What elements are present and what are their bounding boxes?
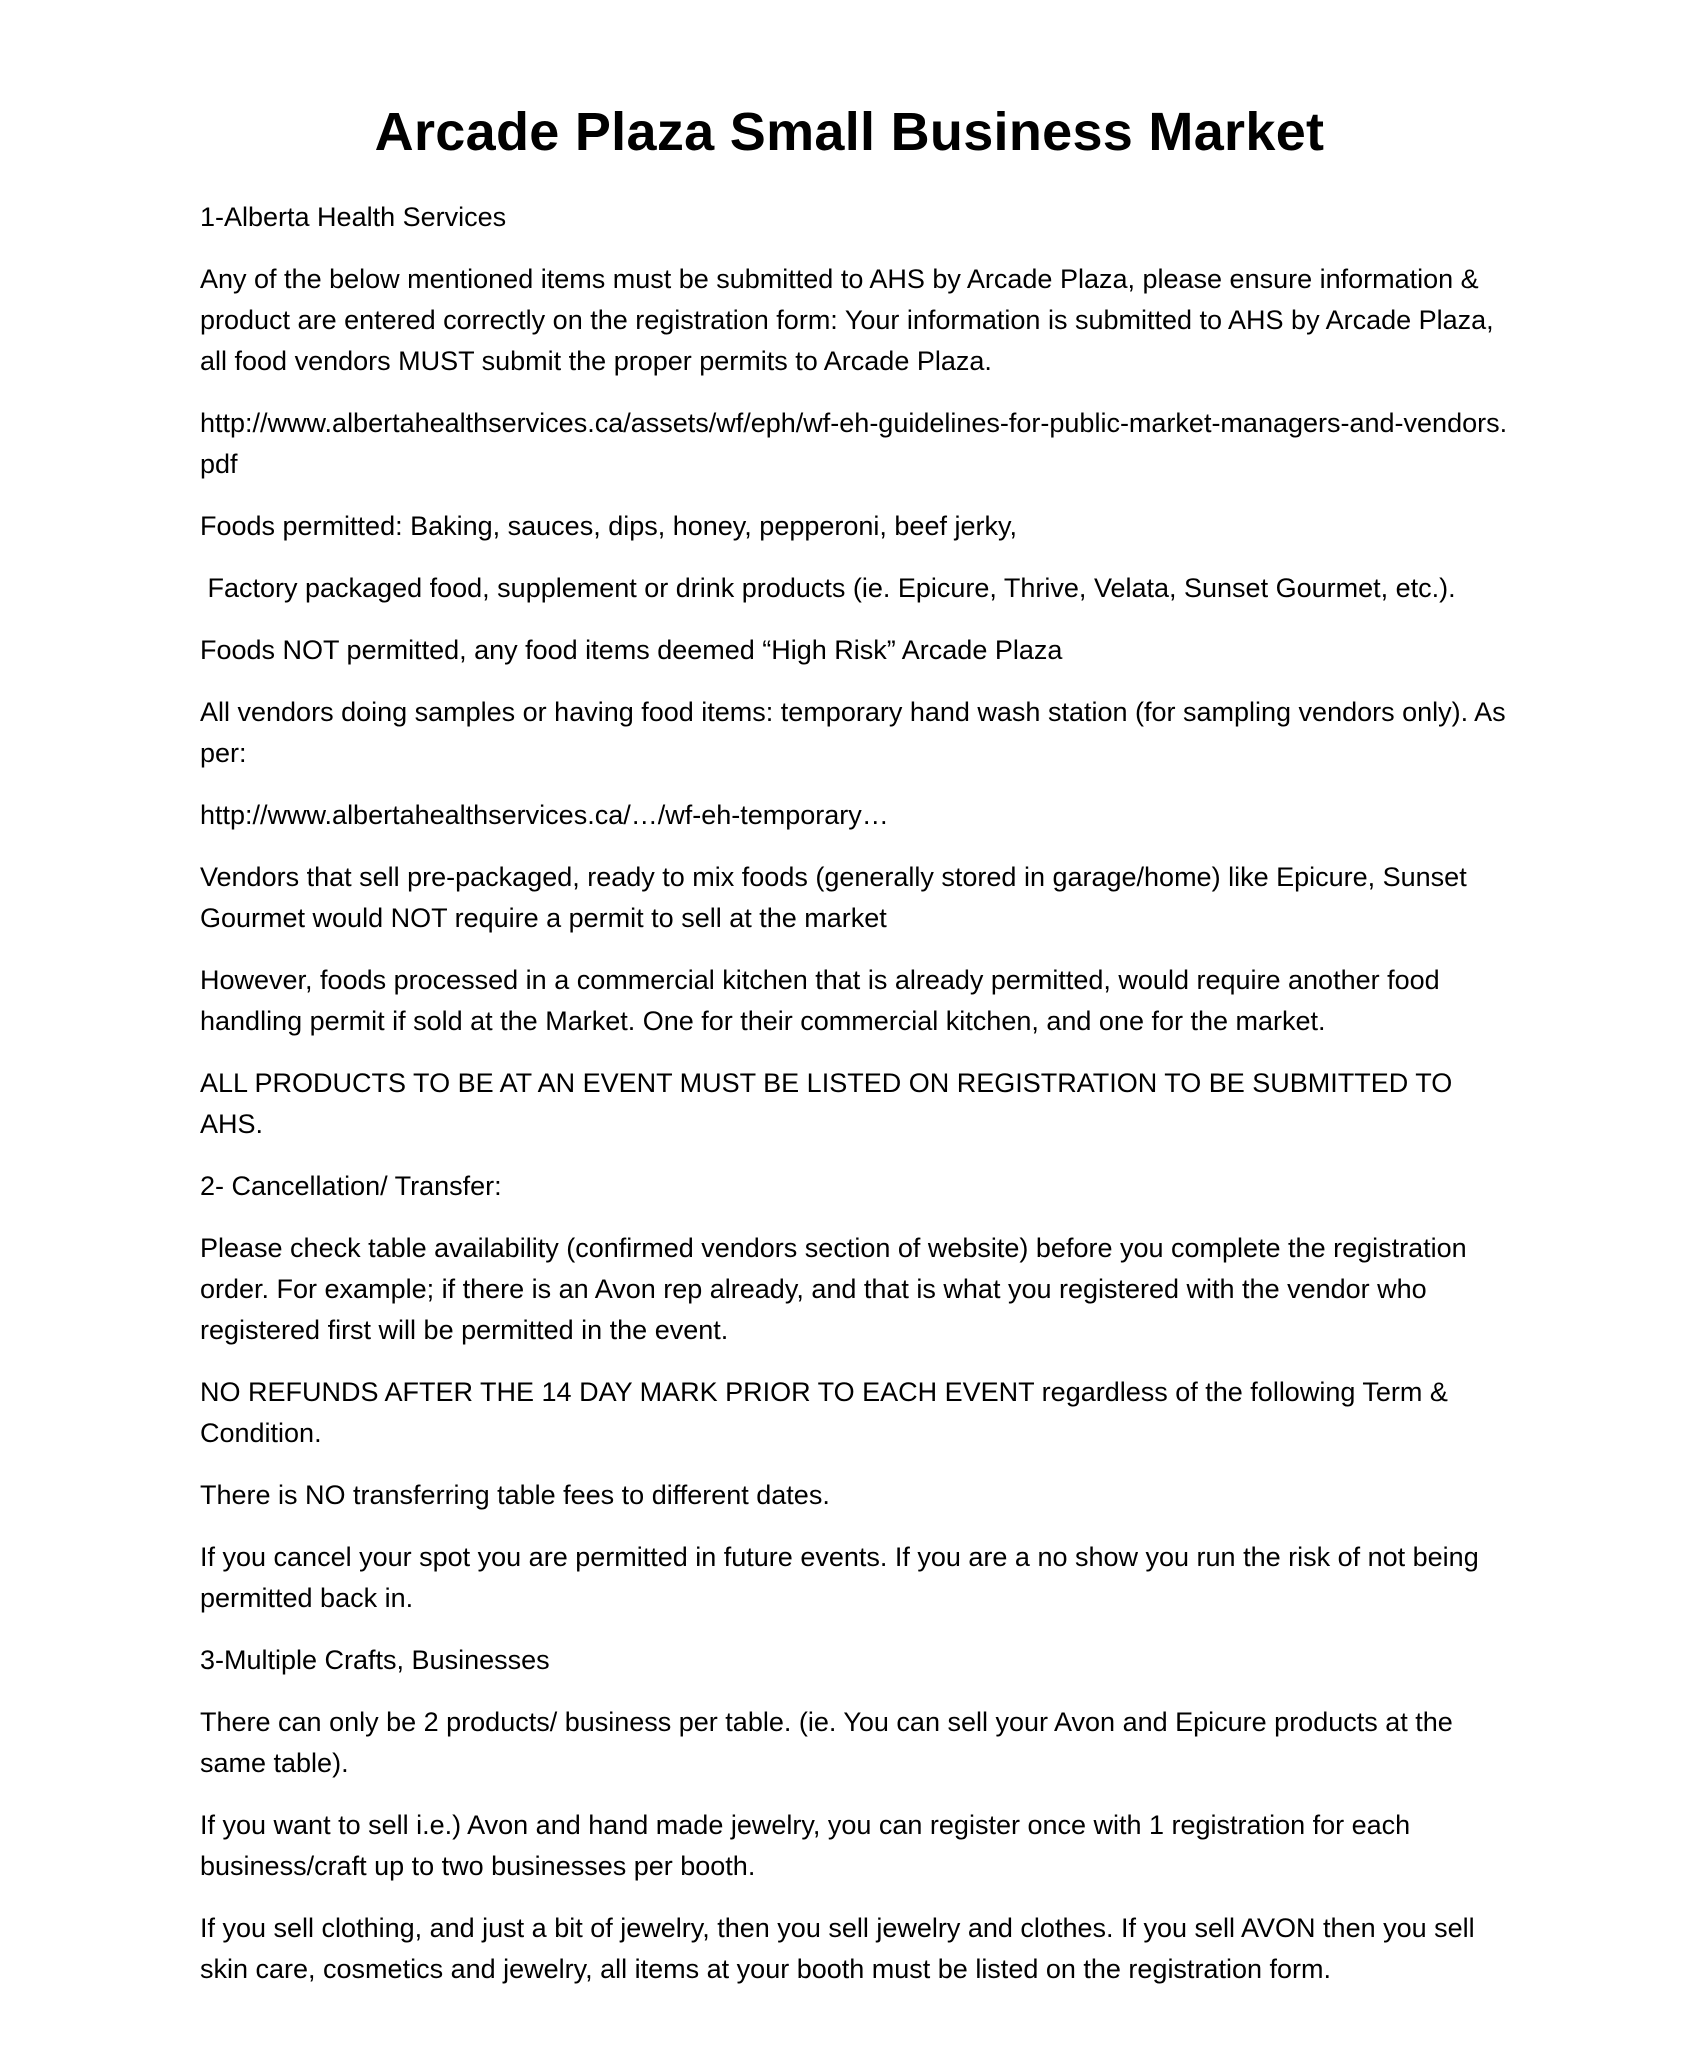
section-heading-health-services: 1-Alberta Health Services (200, 202, 507, 232)
hand-wash-url: http://www.albertahealthservices.ca/…/wf-eh-temporary… (200, 800, 889, 830)
paragraph-foods-not-permitted: Foods NOT permitted, any food items deemed “High Risk” Arcade Plaza (200, 635, 1063, 665)
document-title: Arcade Plaza Small Business Market (374, 102, 1325, 162)
paragraph-hand-wash-station: All vendors doing samples or having food items: temporary hand wash station (for sampling vendors only). As per: (200, 697, 1506, 768)
paragraph-two-products: There can only be 2 products/ business per table. (ie. You can sell your Avon and Epicure products at the same table). (200, 1707, 1453, 1778)
paragraph-cancel-spot: If you cancel your spot you are permitted in future events. If you are a no show you run the risk of not being permitted back in. (200, 1542, 1479, 1613)
paragraph-foods-permitted: Foods permitted: Baking, sauces, dips, honey, pepperoni, beef jerky, (200, 511, 1017, 541)
paragraph-commercial-kitchen: However, foods processed in a commercial kitchen that is already permitted, would require another food handling permit if sold at the Market. One for their commercial kitchen, and one for the market. (200, 965, 1440, 1036)
guidelines-url: http://www.albertahealthservices.ca/assets/wf/eph/wf-eh-guidelines-for-public-market-managers-and-vendors.pdf (200, 408, 1508, 479)
document-body (200, 197, 1520, 2011)
paragraph-clothing-jewelry: If you sell clothing, and just a bit of jewelry, then you sell jewelry and clothes. If you sell AVON then you sell skin care, cosmetics and jewelry, all items at your booth must be listed on the registration form. (200, 1913, 1475, 1984)
paragraph-factory-packaged: Factory packaged food, supplement or drink products (ie. Epicure, Thrive, Velata, Sunset Gourmet, etc.). (200, 573, 1456, 603)
section-heading-multiple-crafts: 3-Multiple Crafts, Businesses (200, 1645, 550, 1675)
paragraph-no-transferring: There is NO transferring table fees to different dates. (200, 1480, 830, 1510)
paragraph-submission-info: Any of the below mentioned items must be submitted to AHS by Arcade Plaza, please ensure information & product are entered correctly on the registration form: Your information is submitted to AHS by Arcade Plaza, all food vendors MUST submit the proper permits to Arcade Plaza. (200, 264, 1494, 376)
paragraph-register-once: If you want to sell i.e.) Avon and hand made jewelry, you can register once with 1 registration for each business/craft up to two businesses per booth. (200, 1810, 1411, 1881)
paragraph-no-refunds: NO REFUNDS AFTER THE 14 DAY MARK PRIOR TO EACH EVENT regardless of the following Term & Condition. (200, 1377, 1448, 1448)
paragraph-all-products-listed: ALL PRODUCTS TO BE AT AN EVENT MUST BE LISTED ON REGISTRATION TO BE SUBMITTED TO AHS. (200, 1068, 1453, 1139)
paragraph-pre-packaged-vendors: Vendors that sell pre-packaged, ready to mix foods (generally stored in garage/home) like Epicure, Sunset Gourmet would NOT require a permit to sell at the market (200, 862, 1467, 933)
section-heading-cancellation: 2- Cancellation/ Transfer: (200, 1171, 502, 1201)
paragraph-table-availability: Please check table availability (confirmed vendors section of website) before you complete the registration order. For example; if there is an Avon rep already, and that is what you registered with the vendor who registered first will be permitted in the event. (200, 1233, 1467, 1345)
